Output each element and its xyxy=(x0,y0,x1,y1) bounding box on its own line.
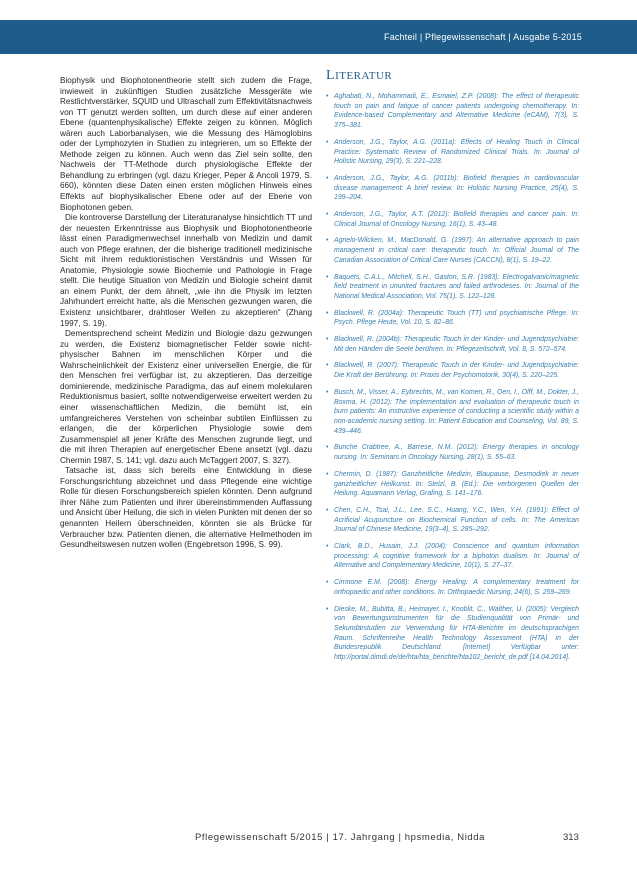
reference-text: Agnelo-Wilcken, M., MacDonald, G. (1997): An alternative approach to pain management in critical care: therapeutic touch. In: Official Journal of The Canadian Association of Critical Care Nurses (CACCN), 8(1), S. 19–22. xyxy=(334,237,579,264)
body-paragraph: Die kontroverse Darstellung der Literaturanalyse hinsichtlich TT und der neuesten Erkenntnisse aus Biophysik und Biophotonentheorie lässt einen Paradigmenwechsel innerhalb von Medizin und damit auch von Pflege erahnen, der die bisherige traditionell medizinische Sicht mit ihrem reduktionistischen Verständnis und Wissen für Anatomie, Physiologie sowie Biochemie und Pathologie in Frage stellt. Die heutige Situation von Medizin und Biologie scheint damit an einem Punkt, der dem ähnelt, „wie ihn die Physik im letzten Jahrhundert erreicht hatte, als die Menschen gezwungen waren, die Existenz unsichtbarer, drahtloser Wellen zu akzeptieren“ (Zhang 1997, S. 19). xyxy=(60,213,312,328)
reference-text: Anderson, J.G., Taylor, A.G. (2011b): Biofield therapies in cardiovascular disease management: A brief review. In: Holistic Nursing Practice, 25(4), S. 199–204. xyxy=(334,174,579,202)
reference-item xyxy=(326,443,579,462)
reference-item xyxy=(326,388,579,437)
reference-text: Dieske, M., Bubitta, B., Heimayer, I., Knoblit, C., Walther, U. (2005): Vergleich von Bewertungsinstrumenten für die Studienqualität von Primär- und Sekundärstudien zur Verwendung für HTA-Berichte im deutschsprachigen Raum. Schriftenreihe Health Technology Assessment (HTA) in der Bundesrepublik Deutschland. [Internet] Verfügbar unter: http://portal.dimdi.de/de/hta/hta_berichte/hta102_bericht_de.pdf [14.04.2014]. xyxy=(334,605,579,662)
bullet-icon: • xyxy=(326,336,329,344)
reference-item xyxy=(326,138,579,167)
bullet-icon: • xyxy=(326,388,329,396)
bullet-icon: • xyxy=(326,309,329,317)
reference-text: Clark, B.D., Husain, J.J. (2004): Conscience and quantum information processing: A cognitive framework for a biphoton dualism. In: Journal of Alternative and Complementary Medicine, 10(1), S. 27–37. xyxy=(334,543,579,570)
bullet-icon: • xyxy=(326,174,329,182)
bullet-icon: • xyxy=(326,605,329,613)
literature-heading xyxy=(326,68,579,84)
reference-item xyxy=(326,273,579,302)
reference-text: Blackwell, R. (2004a): Therapeutic Touch (TT) und psychiatrische Pflege. In: Psych. Pflege Heute, Vol. 10, S. 82–86. xyxy=(334,309,579,327)
reference-item xyxy=(326,605,579,663)
reference-text: Chen, C.H., Tsai, J.L., Lee, S.C., Huang, Y.C., Wen, Y.H. (1991): Effect of Acrificial Acupuncture on Biochemical Function of cells. In: The American Journal of Chinese Medicine, 19(3–4), S. 285–292. xyxy=(334,506,579,534)
reference-item xyxy=(326,578,579,597)
body-paragraph: Dementsprechend scheint Medizin und Biologie dazu gezwungen zu werden, die Existenz biomagnetischer Felder sowie nicht-physischer Bahnen im menschlichen Körper und die Wahrscheinlichkeit der Existenz einer universellen Energie, die für den Menschen frei verfügbar ist, zu akzeptieren. Das derzeitige dominierende, medizinische Paradigma, das auf einem molekularen Reduktionismus basiert, sollte notwendigerweise erweitert werden zu einer wissenschaftlichen Medizin, die bemüht ist, ein umfangreicheres Verstehen von scheinbar subtilen Einflüssen zu erlangen, die der körperlichen Physiologie sowie dem Zusammenspiel all jener Kräfte des Menschen zugrunde liegt, und die mit ihren Therapien auf energetischer Ebene ansetzt (vgl. dazu Chermin 1987, S. 141; vgl. dazu auch McTaggert 2007, S. 327). xyxy=(60,329,312,465)
bullet-icon: • xyxy=(326,470,329,478)
reference-item xyxy=(326,506,579,535)
bullet-icon: • xyxy=(326,93,329,100)
bullet-icon: • xyxy=(326,579,329,587)
reference-text: Blackwell, R. (2004b): Therapeutic Touch in der Kinder- und Jugendpsychiatrie: Mit den Händen die Seele berühren. In: Pflegezeitschrift, Vol. 8, S. 572–574. xyxy=(334,336,579,353)
reference-item xyxy=(326,335,579,354)
bullet-icon: • xyxy=(326,138,329,146)
bullet-icon: • xyxy=(326,273,329,281)
footer-journal-info: Pflegewissenschaft 5/2015 | 17. Jahrgang | hpsmedia, Nidda xyxy=(195,832,486,843)
reference-list xyxy=(326,92,579,663)
reference-item xyxy=(326,92,579,131)
literature-heading-initial: L xyxy=(326,68,336,83)
reference-text: Anderson, J.G., Taylor, A.T. (2012): Biofield therapies and cancer pain. In: Clinical Journal of Oncology Nursing, 16(1), S. 43–48. xyxy=(334,211,579,228)
reference-text: Cirrinone E.M. (2008): Energy Healing: A complementary treatment for orthopaedic and other conditions. In: Orthopaedic Nursing, 24(6), S. 259–269. xyxy=(334,579,579,596)
literature-heading-rest: ITERATUR xyxy=(335,70,393,82)
reference-text: Blackwell, R. (2007): Therapeutic Touch in der Kinder- und Jugendpsychiatrie: Die Kraft der Berührung. In: Praxis der Psychomotorik, 30(4), S. 220–225. xyxy=(334,362,579,380)
reference-text: Anderson, J.G., Taylor, A.G. (2011a): Effects of Healing Touch in Clinical Practice: Systematic Review of Randomized Clinical Trials. In: Journal of Holistic Nursing, 29(3), S. 221–228. xyxy=(334,138,579,166)
bullet-icon: • xyxy=(326,237,329,245)
reference-text: Bunche Crabtree, A., Barrese, N.M. (2012): Energy therapies in oncology nursing. In: Seminars in Oncology Nursing, 28(1), S. 55–63. xyxy=(334,444,579,462)
body-column-left xyxy=(60,76,312,551)
reference-text: Busch, M., Visser, A., Eybrechts, M., van Komen, R., Oen, I., Olff, M., Dokter, J., Boxma, H. (2012): The implementation and evaluation of therapeutic touch in burn patients: An instructive experience of conducting a scientific study within a non-academic nursing setting. In: Patient Education and Counseling, Vol. 89, S. 439–446. xyxy=(334,388,579,435)
bullet-icon: • xyxy=(326,506,329,514)
literature-column xyxy=(326,68,579,670)
reference-item xyxy=(326,470,579,499)
reference-text: Chermin, D. (1987): Ganzheitliche Medizin, Blaupause, Desmodiek in neuer ganzheitlicher Heilkunst. In: Stelzl, B. (Ed.): Die verborgenen Quellen der Heilung. Aquamarin Verlag, Grafing, S. 141–176. xyxy=(334,470,579,498)
reference-item xyxy=(326,542,579,571)
bullet-icon: • xyxy=(326,362,329,370)
page-number: 313 xyxy=(563,832,579,843)
reference-item xyxy=(326,210,579,229)
reference-text: Baquets, C.A.L., Mitchell, S.H., Gaston, S.R. (1983): Electrogalvanic/magnetic field treatment in ununited fractures and failed arthrodeses. In: Journal of the National Medical Association, Vol. 75(1), S. 122–128. xyxy=(334,273,579,300)
reference-item xyxy=(326,309,579,328)
header-title: Fachteil | Pflegewissenschaft | Ausgabe 5-2015 xyxy=(384,32,582,42)
bullet-icon: • xyxy=(326,543,329,551)
bullet-icon: • xyxy=(326,211,329,219)
reference-text: Aghabati, N., Mohammadi, E., Esmaiel, Z.P. (2008): The effect of therapeutic touch on pain and fatigue of cancer patients undergoing chemotherapy. In: Evidence-based Complementary and Alternative Medicine (eCAM), 7(3), S. 375–381. xyxy=(334,93,579,130)
reference-item xyxy=(326,361,579,380)
body-paragraph: Tatsache ist, dass sich bereits eine Entwicklung in diese Forschungsrichtung abzeichnet und dass Pflegende eine wichtige Rolle für diesen Forschungsbereich spielen könnten. Denn aufgrund ihrer Nähe zum Patienten und ihrer übereinstimmenden Auffassung und Ansicht über Heilung, die sich in vielen Punkten mit denen der so genannten Heilern überschneiden, könnten sie als Brücke für Verbraucher bzw. Patienten dienen, die alternative Heilmethoden im Gesundheitswesen nutzen wollen (Engebretson 1996, S. 99). xyxy=(60,466,312,550)
reference-item xyxy=(326,174,579,203)
body-paragraph: Biophysik und Biophotonentheorie stellt sich zudem die Frage, inwieweit in zukünftigen Studien zusätzliche Messgeräte wie Restlichtverstärker, SQUID und Ultraschall zum Effektivitätsnachweis von TT genutzt werden sollten, um durch diese auf einer anderen Ebene (quantenphysikalische) Effekte zeigen zu können. Möglich wären auch Laborbanalysen, wie die Messung des Hämoglobins oder der Lymphozyten in Studien zu integrieren, um so Effekte der Methode zeigen zu können. Auch wenn das Ziel sein sollte, den Nachweis der TT-Methode durch physiologische Effekte der Behandlung zu erbringen (vgl. dazu Krieger, Peper & Ancoli 1979, S. 660), könnten diese Daten einen ersten möglichen Hinweis eines Effekts auf biophysikalischer Ebene oder auf der Ebene von Biophotonen geben. xyxy=(60,76,312,212)
header-band xyxy=(0,20,637,54)
reference-item xyxy=(326,236,579,265)
bullet-icon: • xyxy=(326,444,329,452)
